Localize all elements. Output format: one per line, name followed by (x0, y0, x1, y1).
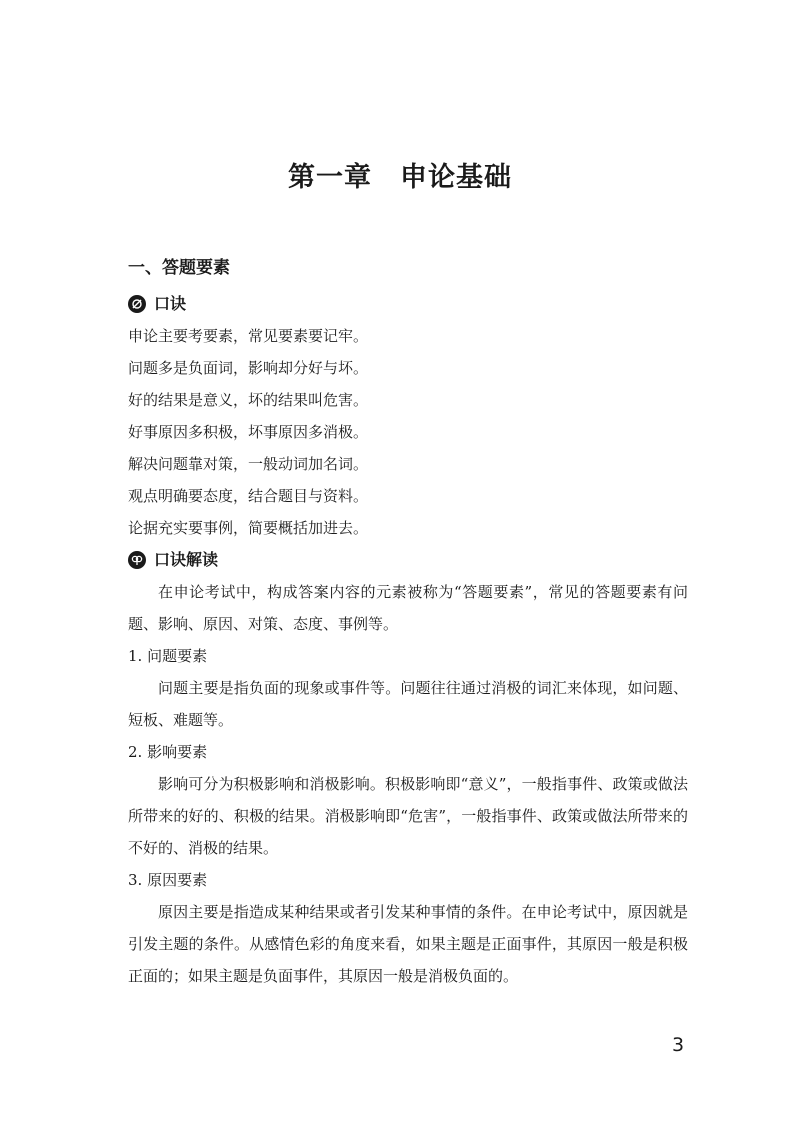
item-body-impact: 影响可分为积极影响和消极影响。积极影响即“意义”，一般指事件、政策或做法所带来的好的、积极的结果。消极影响即“危害”，一般指事件、政策或做法所带来的不好的、消极的结果。 (128, 775, 688, 857)
mnemonic-line: 论据充实要事例，简要概括加进去。 (128, 519, 369, 537)
mnemonic-heading (128, 288, 688, 320)
mnemonic-line: 解决问题靠对策，一般动词加名词。 (128, 455, 369, 473)
mnemonic-lines (128, 320, 688, 544)
item-body-cause: 原因主要是指造成某种结果或者引发某种事情的条件。在申论考试中，原因就是引发主题的条件。从感情色彩的角度来看，如果主题是正面事件，其原因一般是积极正面的；如果主题是负面事件，其原因一般是消极负面的。 (128, 903, 688, 985)
item-title-cause: 3. 原因要素 (128, 871, 208, 889)
mnemonic-line: 问题多是负面词，影响却分好与坏。 (128, 359, 369, 377)
mnemonic-line: 观点明确要态度，结合题目与资料。 (128, 487, 369, 505)
intro-paragraph: 在申论考试中，构成答案内容的元素被称为“答题要素”，常见的答题要素有问题、影响、原因、对策、态度、事例等。 (128, 583, 688, 633)
item-title-problem: 1. 问题要素 (128, 647, 208, 665)
target-icon (128, 295, 146, 313)
content-body (128, 252, 688, 992)
mnemonic-line: 好的结果是意义，坏的结果叫危害。 (128, 391, 369, 409)
chapter-title: 第一章 申论基础 (288, 162, 512, 193)
bulb-icon (128, 551, 146, 569)
mnemonic-heading-label: 口诀 (154, 294, 187, 313)
section-title: 一、答题要素 (128, 258, 230, 278)
page-number: 3 (672, 1034, 685, 1056)
item-title-impact: 2. 影响要素 (128, 743, 208, 761)
mnemonic-line: 好事原因多积极，坏事原因多消极。 (128, 423, 369, 441)
item-body-problem: 问题主要是指负面的现象或事件等。问题往往通过消极的词汇来体现，如问题、短板、难题等。 (128, 679, 688, 729)
mnemonic-line: 申论主要考要素，常见要素要记牢。 (128, 327, 369, 345)
interpretation-heading (128, 544, 688, 576)
interpretation-heading-label: 口诀解读 (154, 550, 219, 569)
